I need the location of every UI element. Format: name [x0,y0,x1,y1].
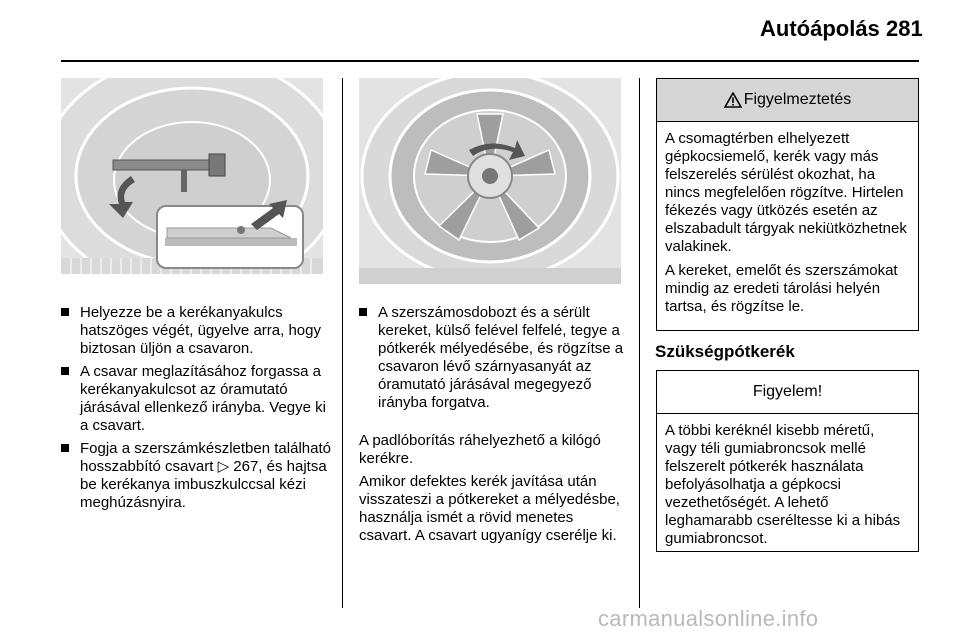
list-item-text: Helyezze be a kerékanyakulcs hatszöges végét, ügyelve arra, hogy biztosan üljön a csavaron. [80,304,321,357]
list-item-text: A csavar meglazításához forgassa a kerékanyakulcsot az óramutató járásával ellenkező irányba. Vegye ki a csavart. [80,363,326,434]
warning-paragraph: A csomagtérben elhelyezett gépkocsiemelő, kerék vagy más felszerelés sérülést okozhat, ha nincs megfelelően rögzítve. Hirtelen fékezés vagy ütközés esetén az elszabadult tárgyak nekiütközhetnek valakinek. [665,130,907,255]
list-item [61,440,331,512]
bullet-marker [61,367,69,375]
instruction-list-col2 [359,304,627,417]
list-item-text: Fogja a szerszámkészletben található hosszabbító csavart ▷ 267, és hajtsa be kerékanya imbuszkulccsal kézi meghúzásnyira. [80,440,331,511]
notice-box-header [657,371,918,414]
column-divider-left [342,78,343,608]
notice-box [656,370,919,552]
instruction-list-col1 [61,304,331,517]
warning-box-header [657,79,918,122]
list-item [359,304,627,412]
paragraph-floor-cover: A padlóborítás ráhelyezhető a kilógó kerékre. [359,432,601,467]
paragraph-after-repair: Amikor defektes kerék javítása után visszateszi a pótkereket a mélyedésbe, használja ismét a rövid menetes csavart. A csavart ugyanígy cserélje ki. [359,473,620,544]
figure-spare-wheel-illustration [359,78,621,284]
list-item [61,363,331,435]
bullet-marker [359,308,367,316]
warning-box-title: Figyelmeztetés [743,91,852,108]
section-heading: Szükségpótkerék [655,342,795,361]
list-item-text: A szerszámosdobozt és a sérült kereket, külső felével felfelé, tegye a pótkerék mélyedésébe, és rögzítse a csavaron lévő szárnyasanyát az óramutató járásával megegyező irányba forgatva. [378,304,624,411]
notice-box-title: Figyelem! [752,383,823,400]
notice-paragraph: A többi keréknél kisebb méretű, vagy téli gumiabroncsok mellé felszerelt pótkerék használata befolyásolhatja a gépkocsi vezethetőségét. A lehető leghamarabb cseréltesse ki a hibás gumiabroncsot. [665,422,901,547]
list-item [61,304,331,358]
warning-paragraph: A kereket, emelőt és szerszámokat mindig az eredeti tárolási helyén tartsa, és rögzítse le. [665,262,898,315]
watermark: carmanualsonline.info [598,606,819,631]
bullet-marker [61,308,69,316]
column-divider-right [639,78,640,608]
warning-triangle-icon [724,92,742,108]
warning-box [656,78,919,331]
page-number: 281 [886,16,923,41]
figure-wrench-illustration [61,78,323,274]
bullet-marker [61,444,69,452]
notice-box-body [657,414,918,548]
page-header-title: Autóápolás [760,16,880,41]
warning-box-body [657,122,918,316]
header-rule [61,60,919,62]
